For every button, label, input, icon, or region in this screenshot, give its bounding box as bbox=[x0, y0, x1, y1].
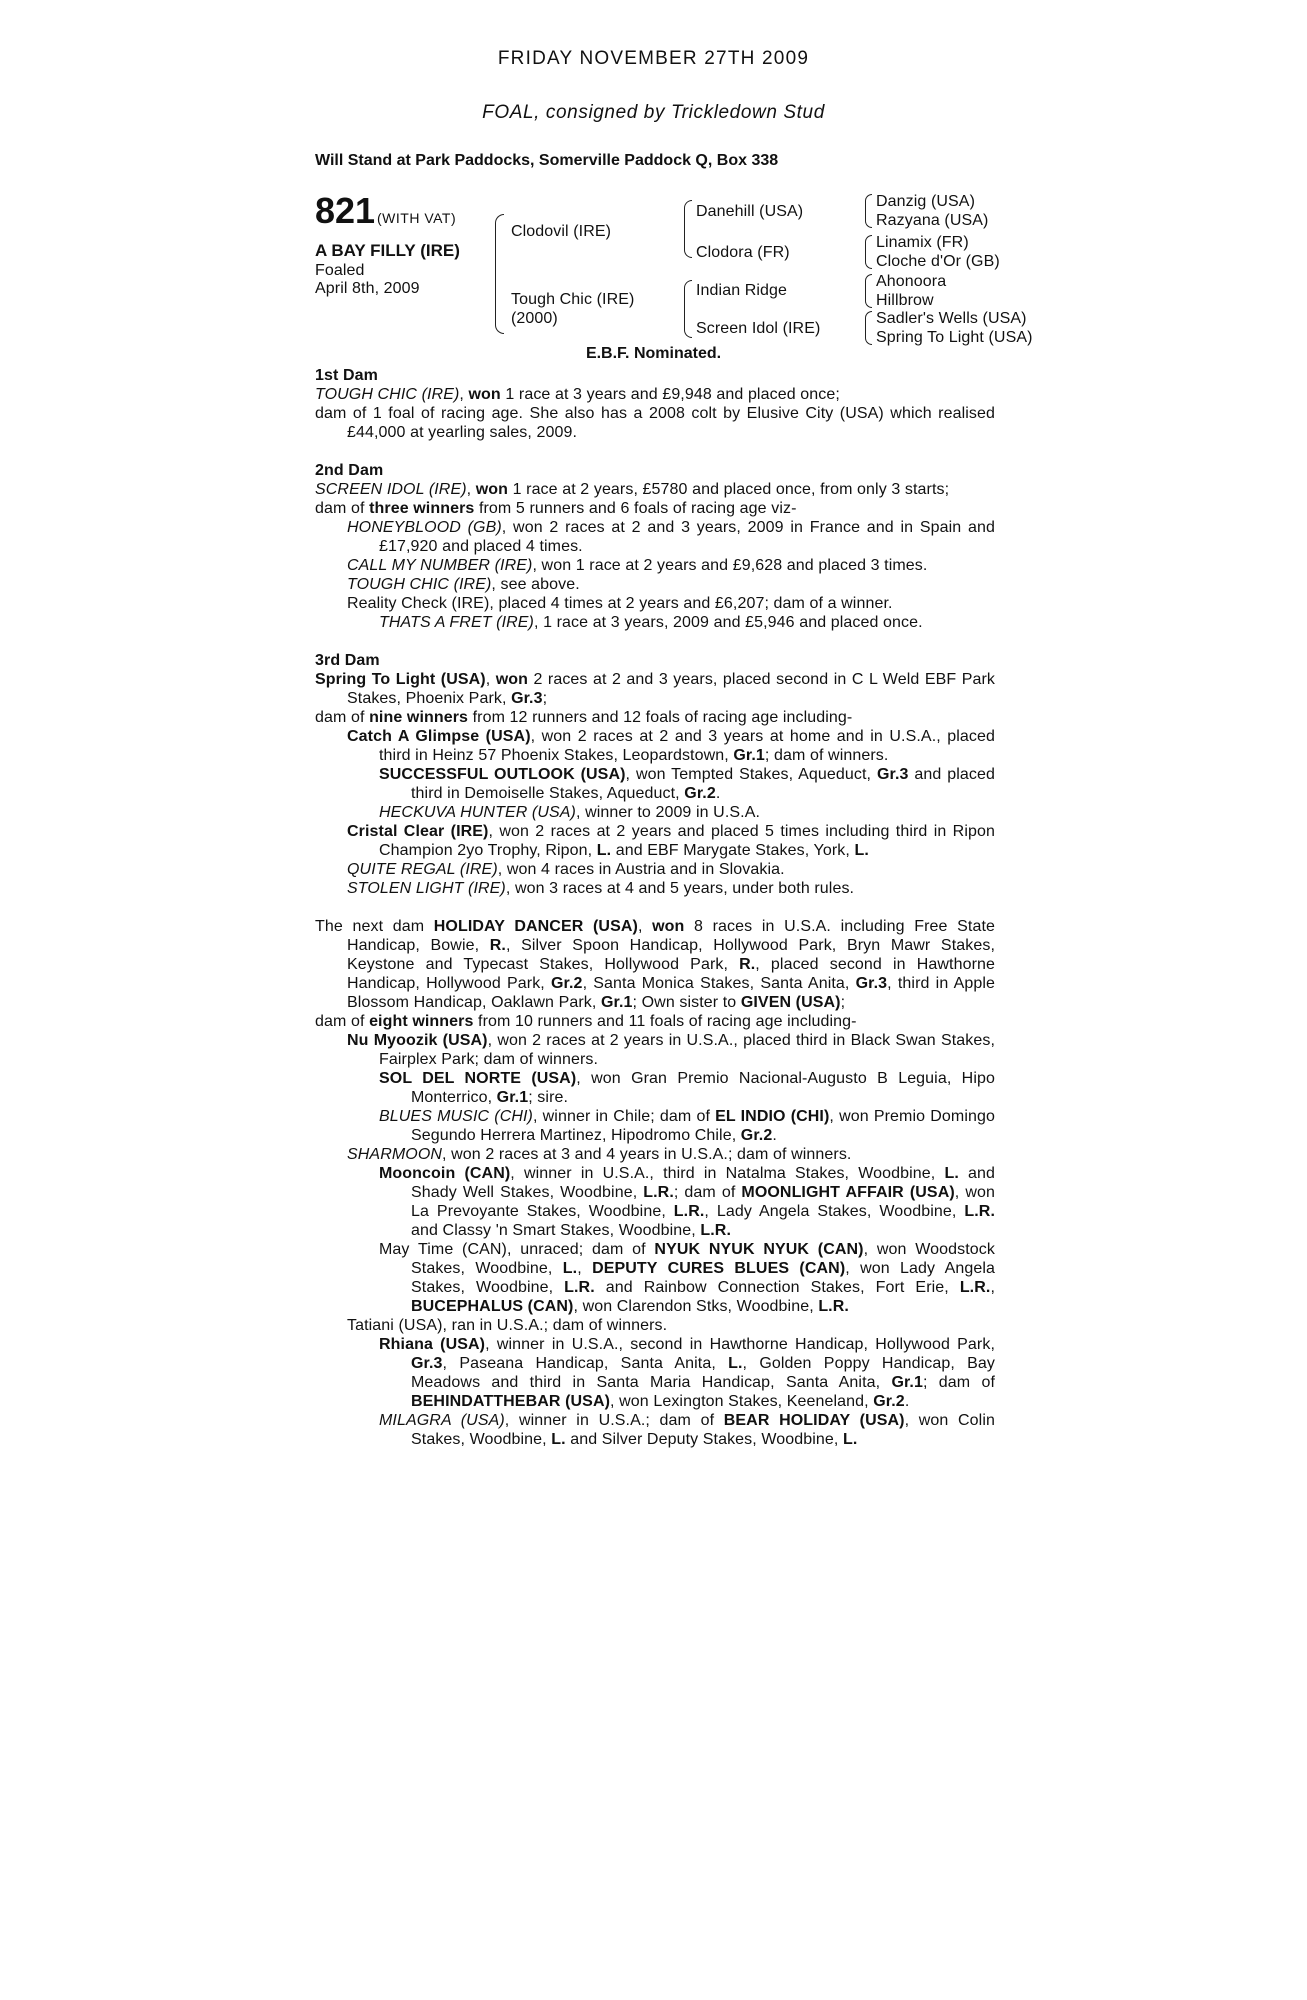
pedigree-gg-3: Linamix (FR) bbox=[876, 234, 969, 251]
family-entry: Nu Myoozik (USA), won 2 races at 2 years in U.S.A., placed third in Black Swan Stakes, Fairplex Park; dam of winners. bbox=[347, 1032, 995, 1068]
brace-gg1 bbox=[865, 194, 872, 228]
family-entry: SUCCESSFUL OUTLOOK (USA), won Tempted Stakes, Aqueduct, Gr.3 and placed third in Demoiselle Stakes, Aqueduct, Gr.2. bbox=[379, 766, 995, 802]
family-entry: STOLEN LIGHT (IRE), won 3 races at 4 and 5 years, under both rules. bbox=[347, 880, 855, 897]
third-dam-lines bbox=[315, 670, 995, 898]
brace-dam bbox=[684, 280, 692, 338]
pedigree-gg-2: Razyana (USA) bbox=[876, 212, 989, 229]
family-entry: HECKUVA HUNTER (USA), winner to 2009 in U.S.A. bbox=[379, 804, 761, 821]
foaled-label: Foaled bbox=[315, 262, 365, 279]
family-entry: Rhiana (USA), winner in U.S.A., second in Hawthorne Handicap, Hollywood Park, Gr.3, Paseana Handicap, Santa Anita, L., Golden Poppy Handicap, Bay Meadows and third in Santa Maria Handicap, Santa Anita, Gr.1; dam of BEHINDATTHEBAR (USA), won Lexington Stakes, Keeneland, Gr.2. bbox=[379, 1336, 996, 1410]
pedigree-gg-5: Ahonoora bbox=[876, 273, 947, 290]
brace-sire bbox=[684, 200, 692, 258]
ebf-nomination: E.B.F. Nominated. bbox=[585, 345, 722, 362]
family-section bbox=[315, 366, 995, 1449]
family-entry: Tatiani (USA), ran in U.S.A.; dam of winners. bbox=[347, 1317, 668, 1334]
pedigree-gg-7: Sadler's Wells (USA) bbox=[876, 310, 1027, 327]
pedigree-dam-sire: Indian Ridge bbox=[696, 282, 788, 299]
pedigree-sire-dam: Clodora (FR) bbox=[696, 244, 790, 261]
family-entry: Spring To Light (USA), won 2 races at 2 and 3 years, placed second in C L Weld EBF Park Stakes, Phoenix Park, Gr.3; bbox=[315, 671, 995, 707]
foaled-info bbox=[315, 262, 420, 298]
family-entry: HONEYBLOOD (GB), won 2 races at 2 and 3 years, 2009 in France and in Spain and £17,920 and placed 4 times. bbox=[347, 519, 995, 555]
second-dam-heading: 2nd Dam bbox=[315, 462, 384, 479]
brace-gg3 bbox=[865, 274, 872, 308]
family-entry: Catch A Glimpse (USA), won 2 races at 2 and 3 years at home and in U.S.A., placed third in Heinz 57 Phoenix Stakes, Leopardstown, Gr.1; dam of winners. bbox=[347, 728, 996, 764]
vat-label: (WITH VAT) bbox=[377, 210, 457, 226]
family-entry: Mooncoin (CAN), winner in U.S.A., third in Natalma Stakes, Woodbine, L. and Shady Well Stakes, Woodbine, L.R.; dam of MOONLIGHT AFFAIR (USA), won La Prevoyante Stakes, Woodbine, L.R., Lady Angela Stakes, Woodbine, L.R. and Classy 'n Smart Stakes, Woodbine, L.R. bbox=[379, 1165, 995, 1239]
family-entry: dam of eight winners from 10 runners and 11 foals of racing age including- bbox=[315, 1013, 857, 1030]
brace-gen1 bbox=[495, 214, 504, 334]
pedigree-dam: Tough Chic (IRE) bbox=[511, 291, 635, 308]
pedigree-dam-year: (2000) bbox=[511, 310, 558, 327]
family-entry: QUITE REGAL (IRE), won 4 races in Austria and in Slovakia. bbox=[347, 861, 785, 878]
pedigree-gg-8: Spring To Light (USA) bbox=[876, 329, 1033, 346]
lot-name: A BAY FILLY (IRE) bbox=[315, 241, 460, 260]
foaled-date: April 8th, 2009 bbox=[315, 280, 420, 297]
next-dam-lines bbox=[315, 917, 995, 1449]
family-entry: SOL DEL NORTE (USA), won Gran Premio Nacional-Augusto B Leguia, Hipo Monterrico, Gr.1; sire. bbox=[379, 1070, 995, 1106]
family-entry: THATS A FRET (IRE), 1 race at 3 years, 2009 and £5,946 and placed once. bbox=[379, 614, 923, 631]
brace-gg4 bbox=[865, 311, 872, 345]
pedigree-gg-1: Danzig (USA) bbox=[876, 193, 976, 210]
brace-gg2 bbox=[865, 235, 872, 269]
family-entry: CALL MY NUMBER (IRE), won 1 race at 2 years and £9,628 and placed 3 times. bbox=[347, 557, 928, 574]
first-dam-heading: 1st Dam bbox=[315, 367, 378, 384]
first-dam-lines bbox=[315, 385, 995, 442]
family-entry: dam of 1 foal of racing age. She also has a 2008 colt by Elusive City (USA) which realised £44,000 at yearling sales, 2009. bbox=[315, 405, 995, 441]
pedigree-dam-dam: Screen Idol (IRE) bbox=[696, 320, 821, 337]
family-entry: Cristal Clear (IRE), won 2 races at 2 years and placed 5 times including third in Ripon Champion 2yo Trophy, Ripon, L. and EBF Marygate Stakes, York, L. bbox=[347, 823, 995, 859]
family-entry: TOUGH CHIC (IRE), see above. bbox=[347, 576, 580, 593]
family-entry: BLUES MUSIC (CHI), winner in Chile; dam of EL INDIO (CHI), won Premio Domingo Segundo Herrera Martinez, Hipodromo Chile, Gr.2. bbox=[379, 1108, 995, 1144]
pedigree-sire: Clodovil (IRE) bbox=[511, 223, 612, 240]
pedigree-sire-sire: Danehill (USA) bbox=[696, 203, 804, 220]
consignor-line: FOAL, consigned by Trickledown Stud bbox=[482, 102, 825, 123]
family-entry: May Time (CAN), unraced; dam of NYUK NYUK NYUK (CAN), won Woodstock Stakes, Woodbine, L., DEPUTY CURES BLUES (CAN), won Lady Angela Stakes, Woodbine, L.R. and Rainbow Connection Stakes, Fort Erie, L.R., BUCEPHALUS (CAN), won Clarendon Stks, Woodbine, L.R. bbox=[379, 1241, 995, 1315]
family-entry: dam of three winners from 5 runners and 6 foals of racing age viz- bbox=[315, 500, 797, 517]
stand-location: Will Stand at Park Paddocks, Somerville Paddock Q, Box 338 bbox=[315, 152, 779, 169]
pedigree-gg-6: Hillbrow bbox=[876, 292, 934, 309]
family-entry: The next dam HOLIDAY DANCER (USA), won 8 races in U.S.A. including Free State Handicap, Bowie, R., Silver Spoon Handicap, Hollywood Park, Bryn Mawr Stakes, Keystone and Typecast Stakes, Hollywood Park, R., placed second in Hawthorne Handicap, Hollywood Park, Gr.2, Santa Monica Stakes, Santa Anita, Gr.3, third in Apple Blossom Handicap, Oaklawn Park, Gr.1; Own sister to GIVEN (USA); bbox=[315, 918, 996, 1011]
family-entry: SCREEN IDOL (IRE), won 1 race at 2 years, £5780 and placed once, from only 3 starts; bbox=[315, 481, 950, 498]
third-dam-heading: 3rd Dam bbox=[315, 652, 380, 669]
family-entry: dam of nine winners from 12 runners and 12 foals of racing age including- bbox=[315, 709, 853, 726]
family-entry: MILAGRA (USA), winner in U.S.A.; dam of BEAR HOLIDAY (USA), won Colin Stakes, Woodbine, L. and Silver Deputy Stakes, Woodbine, L. bbox=[379, 1412, 995, 1448]
sale-date: FRIDAY NOVEMBER 27TH 2009 bbox=[497, 48, 810, 69]
family-entry: SHARMOON, won 2 races at 3 and 4 years in U.S.A.; dam of winners. bbox=[347, 1146, 852, 1163]
lot-number: 821 bbox=[315, 190, 376, 231]
pedigree-gg-4: Cloche d'Or (GB) bbox=[876, 253, 1000, 270]
family-entry: Reality Check (IRE), placed 4 times at 2 years and £6,207; dam of a winner. bbox=[347, 595, 893, 612]
second-dam-lines bbox=[315, 480, 995, 632]
family-entry: TOUGH CHIC (IRE), won 1 race at 3 years and £9,948 and placed once; bbox=[315, 386, 840, 403]
